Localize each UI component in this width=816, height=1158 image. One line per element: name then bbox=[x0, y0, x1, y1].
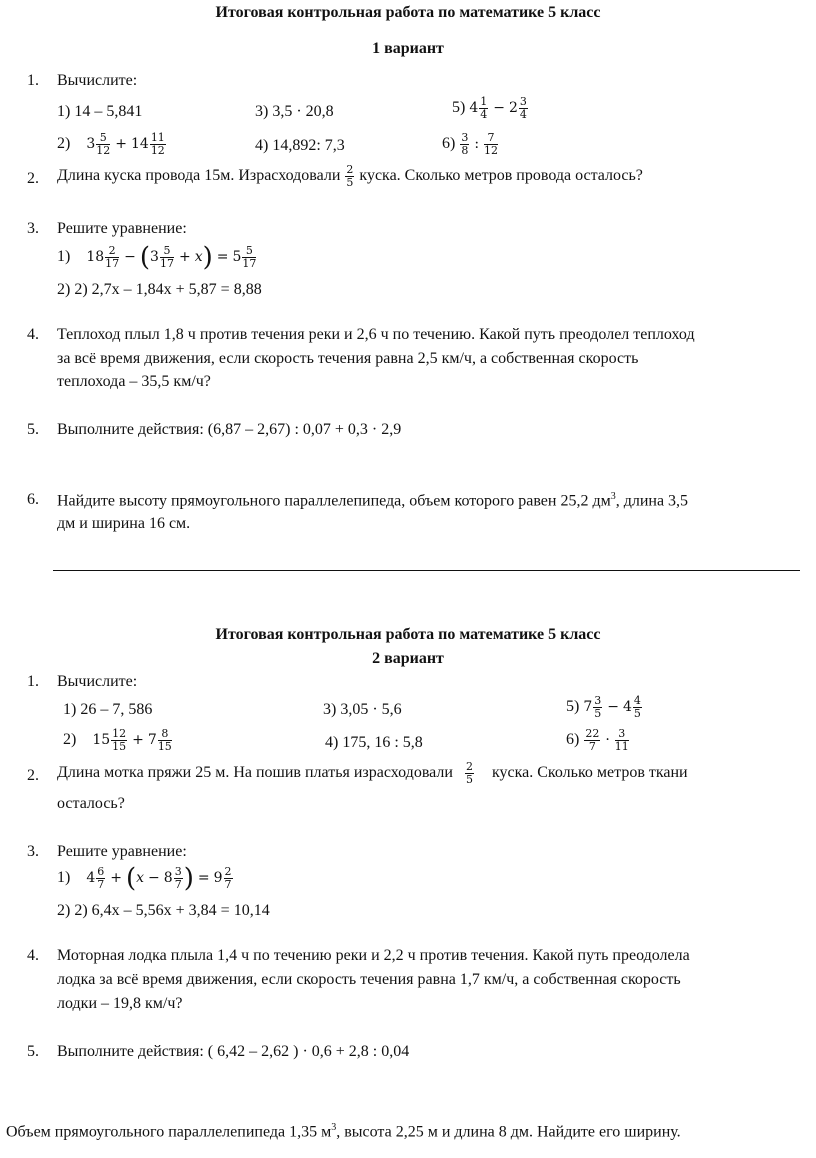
v2-variant: 2 вариант bbox=[372, 650, 444, 667]
v2-t6-text: Объем прямоугольного параллелепипеда 1,35 $м^3$, высота 2,25 м и длина 8 дм. Найдите его ширину. bbox=[6, 1122, 681, 1141]
v1-t2-num: 2. bbox=[27, 170, 39, 187]
v2-t4-l3: лодки – 19,8 км/ч? bbox=[57, 995, 183, 1012]
v1-t4-num: 4. bbox=[27, 326, 39, 343]
v2-t1-a5: 5) 7 $\frac{3}{5}$ − 4 $\frac{4}{5}$ bbox=[566, 694, 641, 720]
v2-t5-num: 5. bbox=[27, 1043, 39, 1060]
v1-t2-text: Длина куска провода 15м. Израсходовали $\frac{2}{5}$ куска. Сколько метров провода осталось? bbox=[57, 163, 643, 189]
v2-t2-text: Длина мотка пряжи 25 м. На пошив платья израсходовали $\frac{2}{5}$ куска. Сколько метров ткани bbox=[57, 760, 688, 786]
v2-t1-text: Вычислите: bbox=[57, 673, 138, 690]
v2-t1-a3: 3) 3,05 · 5,6 bbox=[323, 701, 402, 718]
v1-t1-num: 1. bbox=[27, 72, 39, 89]
v1-t6-l1: Найдите высоту прямоугольного параллелепипеда, объем которого равен 25,2 $дм^3$, длина 3,5 bbox=[57, 491, 689, 510]
v2-t1-num: 1. bbox=[27, 673, 39, 690]
v1-t6-l2: дм и ширина 16 см. bbox=[57, 515, 191, 532]
v2-title: Итоговая контрольная работа по математике 5 класс bbox=[215, 626, 601, 643]
v1-t4-l2: за всё время движения, если скорость течения равна 2,5 км/ч, а собственная скорость bbox=[57, 350, 639, 367]
v1-t1-a3: 3) 3,5 · 20,8 bbox=[255, 103, 334, 120]
v1-variant: 1 вариант bbox=[372, 40, 444, 57]
separator-line bbox=[53, 570, 800, 571]
v1-t3-e1: 1) 18 $\frac{2}{17}$ − (3 $\frac{5}{17}$ + 𝑥) = 5 $\frac{5}{17}$ bbox=[57, 242, 257, 273]
v1-t3-e2: 2) 2) 2,7x – 1,84x + 5,87 = 8,88 bbox=[57, 281, 262, 298]
v2-t1-a6: 6) $\frac{22}{7}$ · $\frac{3}{11}$ bbox=[566, 727, 629, 753]
v1-t1-a1: 1) 14 – 5,841 bbox=[57, 103, 143, 120]
v1-t4-l1: Теплоход плыл 1,8 ч против течения реки и 2,6 ч по течению. Какой путь преодолел теплоход bbox=[57, 326, 695, 343]
v1-t1-a2: 2) 3 $\frac{5}{12}$ + 14 $\frac{11}{12}$ bbox=[57, 131, 165, 157]
v2-t4-num: 4. bbox=[27, 947, 39, 964]
v2-t1-a4: 4) 175, 16 : 5,8 bbox=[325, 734, 423, 751]
v2-t3-e2: 2) 2) 6,4x – 5,56x + 3,84 = 10,14 bbox=[57, 902, 270, 919]
v2-t3-num: 3. bbox=[27, 843, 39, 860]
v2-t4-l1: Моторная лодка плыла 1,4 ч по течению реки и 2,2 ч против течения. Какой путь преодолела bbox=[57, 947, 690, 964]
v2-t2-num: 2. bbox=[27, 767, 39, 784]
v1-t1-a4: 4) 14,892: 7,3 bbox=[255, 137, 345, 154]
v2-t4-l2: лодка за всё время движения, если скорость течения равна 1,7 км/ч, а собственная скорость bbox=[57, 971, 681, 988]
v1-t3-text: Решите уравнение: bbox=[57, 220, 187, 237]
v2-t2-l2: осталось? bbox=[57, 795, 125, 812]
v1-t5-num: 5. bbox=[27, 421, 39, 438]
v1-t1-a5: 5) 4 $\frac{1}{4}$ − 2 $\frac{3}{4}$ bbox=[452, 95, 527, 121]
v2-t5-text: Выполните действия: ( 6,42 – 2,62 ) · 0,6 + 2,8 : 0,04 bbox=[57, 1043, 410, 1060]
v2-t3-text: Решите уравнение: bbox=[57, 843, 187, 860]
v2-t3-e1: 1) 4 $\frac{6}{7}$ + (𝑥 − 8 $\frac{3}{7}$ ) = 9 $\frac{2}{7}$ bbox=[57, 863, 232, 894]
v1-t4-l3: теплохода – 35,5 км/ч? bbox=[57, 373, 211, 390]
v1-t3-num: 3. bbox=[27, 220, 39, 237]
v2-t1-a2: 2) 15 $\frac{12}{15}$ + 7 $\frac{8}{15}$ bbox=[63, 727, 172, 753]
v1-t5-text: Выполните действия: (6,87 – 2,67) : 0,07 + 0,3 · 2,9 bbox=[57, 421, 402, 438]
v1-t1-text: Вычислите: bbox=[57, 72, 138, 89]
v2-t1-a1: 1) 26 – 7, 586 bbox=[63, 701, 153, 718]
v1-t1-a6: 6) $\frac{3}{8}$ : $\frac{7}{12}$ bbox=[442, 131, 499, 157]
v1-t6-num: 6. bbox=[27, 491, 39, 508]
v1-title: Итоговая контрольная работа по математике 5 класс bbox=[215, 4, 601, 21]
